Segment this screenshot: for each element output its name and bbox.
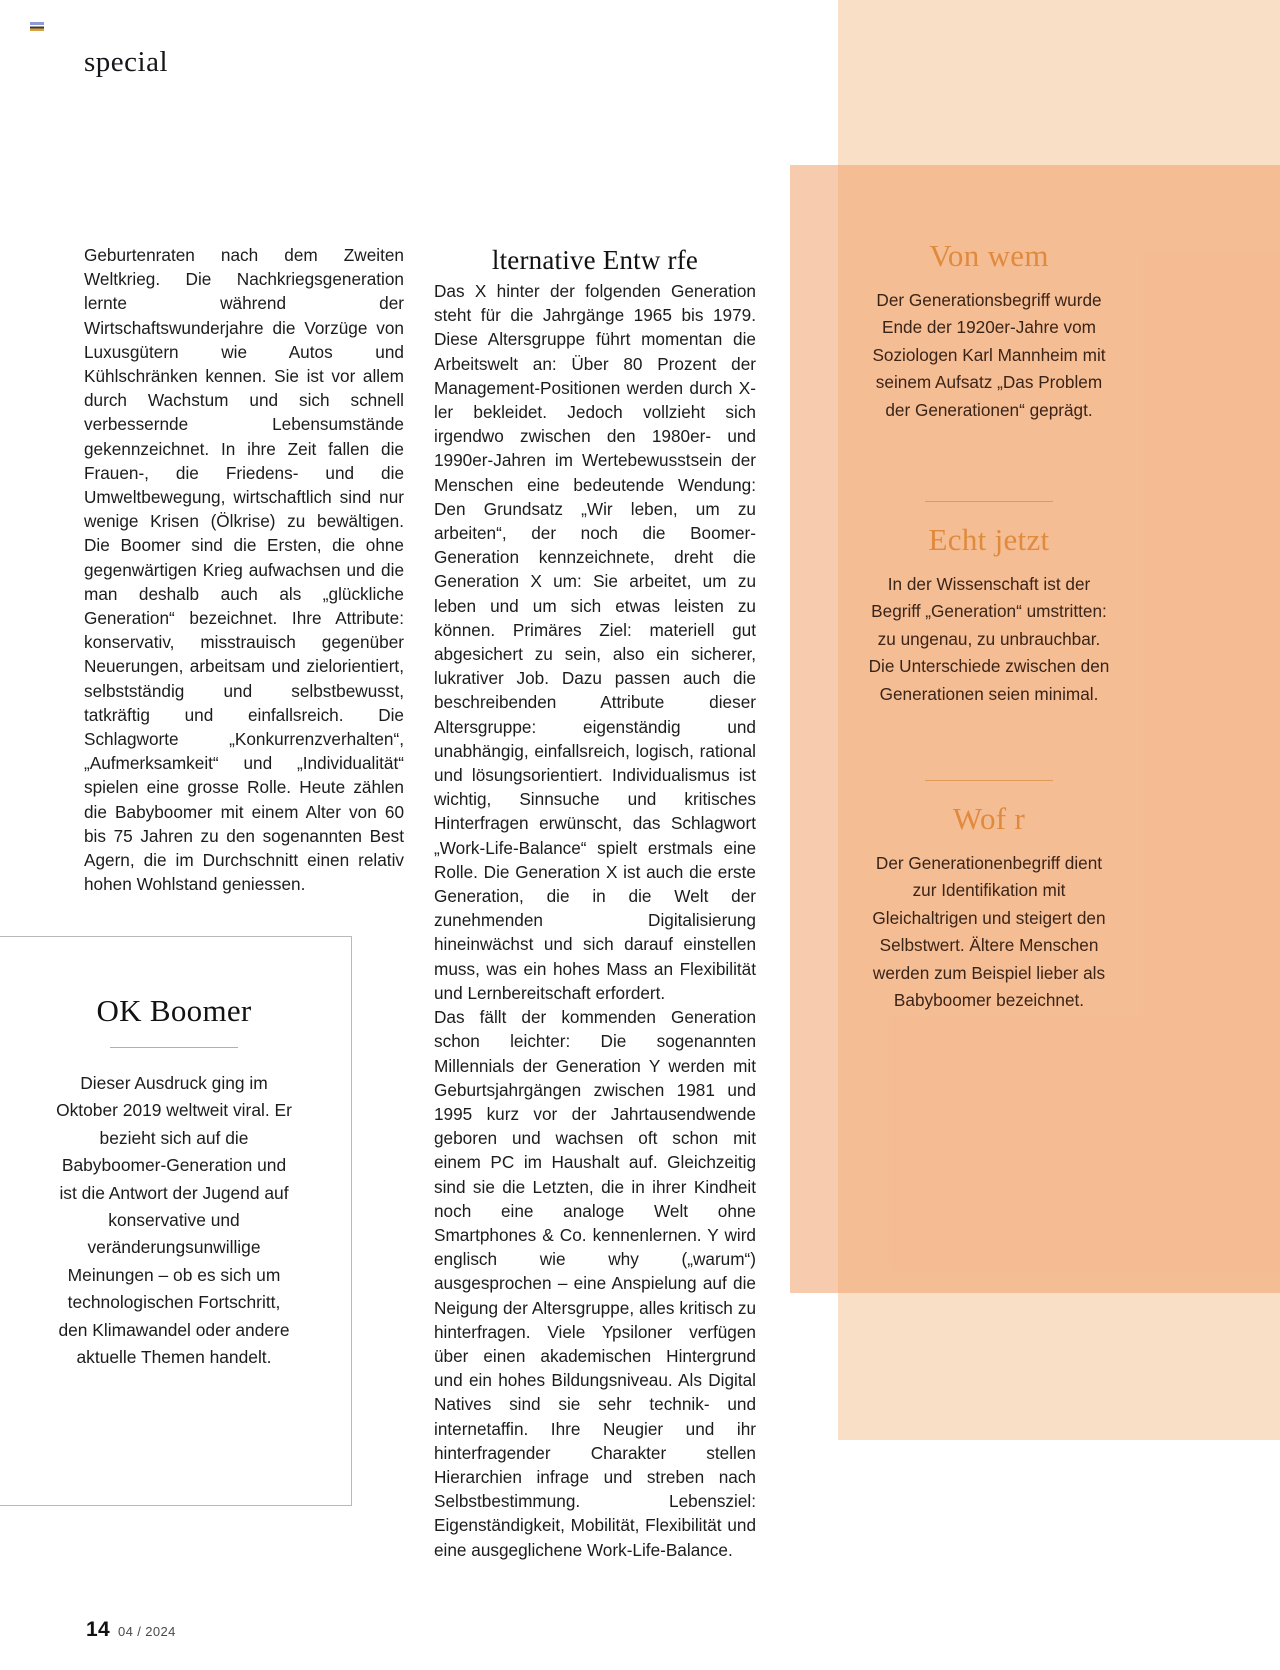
page-footer bbox=[86, 1618, 176, 1642]
paragraph: Das fällt der kommenden Generation schon leichter: Die sogenannten Millennials der Generation Y werden mit Geburtsjahrgängen zwischen 1981 und 1995 kurz vor der Jahrtausendwende geboren und wachsen oft schon mit einem PC im Haushalt auf. Gleichzeitig sind sie die Letzten, die in ihrer Kindheit noch eine analoge Welt ohne Smartphones & Co. kennenlernen. Y wird englisch wie why („warum“) ausgesprochen – eine Anspielung auf die Neigung der Altersgruppe, alles kritisch zu hinterfragen. Viele Ypsiloner verfügen über einen akademischen Hintergrund und ein hohes Bildungsniveau. Als Digital Natives sind sie sehr technik- und internetaffin. Ihre Neugier und ihr hinterfragender Charakter stellen Hierarchien infrage und streben nach Selbstbestimmung. Lebensziel: Eigenständigkeit, Mobilität, Flexibilität und eine ausgeglichene Work-Life-Balance. bbox=[434, 1007, 756, 1560]
ok-boomer-divider bbox=[110, 1047, 238, 1048]
sidebar-block-von-wem bbox=[866, 237, 1112, 424]
color-registration-mark-icon bbox=[30, 22, 44, 31]
sidebar-block-title: Wof r bbox=[952, 801, 1026, 836]
ok-boomer-title: OK Boomer bbox=[96, 993, 252, 1028]
article-heading: lternative Entw rfe bbox=[491, 245, 699, 275]
body-column-middle bbox=[434, 243, 756, 1562]
sidebar-divider bbox=[925, 501, 1053, 502]
sidebar-block-echt-jetzt bbox=[866, 521, 1112, 708]
issue-date: 04 / 2024 bbox=[117, 1624, 176, 1639]
sidebar-block-body: In der Wissenschaft ist der Begriff „Generation“ umstritten: zu ungenau, zu unbrauchbar. Die Unterschiede zwischen den Generationen seien minimal. bbox=[868, 574, 1110, 704]
page-number: 14 bbox=[86, 1618, 110, 1641]
sidebar-block-title: Von wem bbox=[929, 238, 1049, 273]
sidebar-block-title: Echt jetzt bbox=[928, 522, 1050, 557]
paragraph: Das X hinter der folgenden Generation steht für die Jahrgänge 1965 bis 1979. Diese Altersgruppe führt momentan die Arbeitswelt an: Über 80 Prozent der Management-Positionen werden durch X-ler bekleidet. Jedoch vollzieht sich irgendwo zwischen den 1980er- und 1990er-Jahren im Wertebewusstsein der Menschen eine bedeutende Wendung: Den Grundsatz „Wir leben, um zu arbeiten“, der noch die Boomer-Generation kennzeichnete, dreht die Generation X um: Sie arbeitet, um zu leben und um sich etwas leisten zu können. Primäres Ziel: materiell gut abgesichert zu sein, also ein sicherer, lukrativer Job. Dazu passen auch die beschreibenden Attribute dieser Altersgruppe: eigenständig und unabhängig, einfallsreich, logisch, rational und lösungsorientiert. Individualismus ist wichtig, Sinnsuche und kritisches Hinterfragen erwünscht, das Schlagwort „Work-Life-Balance“ spielt erstmals eine Rolle. Die Generation X ist auch die erste Generation, die in die Welt der zunehmenden Digitalisierung hineinwächst und sich darauf einstellen muss, was ein hohes Mass an Flexibilität und Lernbereitschaft erfordert. bbox=[434, 281, 756, 1003]
sidebar-block-wofuer bbox=[866, 800, 1112, 1014]
sidebar-block-body: Der Generationenbegriff dient zur Identifikation mit Gleichaltrigen und steigert den Selbstwert. Ältere Menschen werden zum Beispiel lieber als Babyboomer bezeichnet. bbox=[872, 853, 1106, 1011]
paragraph: Geburtenraten nach dem Zweiten Weltkrieg. Die Nachkriegsgeneration lernte während der Wirtschaftswunderjahre die Vorzüge von Luxusgütern wie Autos und Kühlschränken kennen. Sie ist vor allem durch Wachstum und sich schnell verbessernde Lebensumstände gekennzeichnet. In ihre Zeit fallen die Frauen-, die Friedens- und die Umweltbewegung, wirtschaftlich sind nur wenige Krisen (Ölkrise) zu bewältigen. Die Boomer sind die Ersten, die ohne gegenwärtigen Krieg aufwachsen und die man deshalb auch als „glückliche Generation“ bezeichnet. Ihre Attribute: konservativ, misstrauisch gegenüber Neuerungen, arbeitsam und zielorientiert, selbstständig und selbstbewusst, tatkräftig und einfallsreich. Die Schlagworte „Konkurrenzverhalten“, „Aufmerksamkeit“ und „Individualität“ spielen eine grosse Rolle. Heute zählen die Babyboomer mit einem Alter von 60 bis 75 Jahren zu den sogenannten Best Agern, die im Durchschnitt einen relativ hohen Wohlstand geniessen. bbox=[84, 245, 404, 895]
body-column-left bbox=[84, 243, 404, 896]
section-kicker: special bbox=[84, 46, 169, 78]
sidebar-divider bbox=[925, 780, 1053, 781]
sidebar-block-body: Der Generationsbegriff wurde Ende der 1920er-Jahre vom Soziologen Karl Mannheim mit seinem Aufsatz „Das Problem der Generationen“ geprägt. bbox=[872, 290, 1106, 420]
ok-boomer-callout-box bbox=[0, 936, 352, 1506]
ok-boomer-body: Dieser Ausdruck ging im Oktober 2019 weltweit viral. Er bezieht sich auf die Babyboomer-Generation und ist die Antwort der Jugend auf konservative und veränderungsunwillige Meinungen – ob es sich um technologischen Fortschritt, den Klimawandel oder andere aktuelle Themen handelt. bbox=[56, 1073, 292, 1368]
